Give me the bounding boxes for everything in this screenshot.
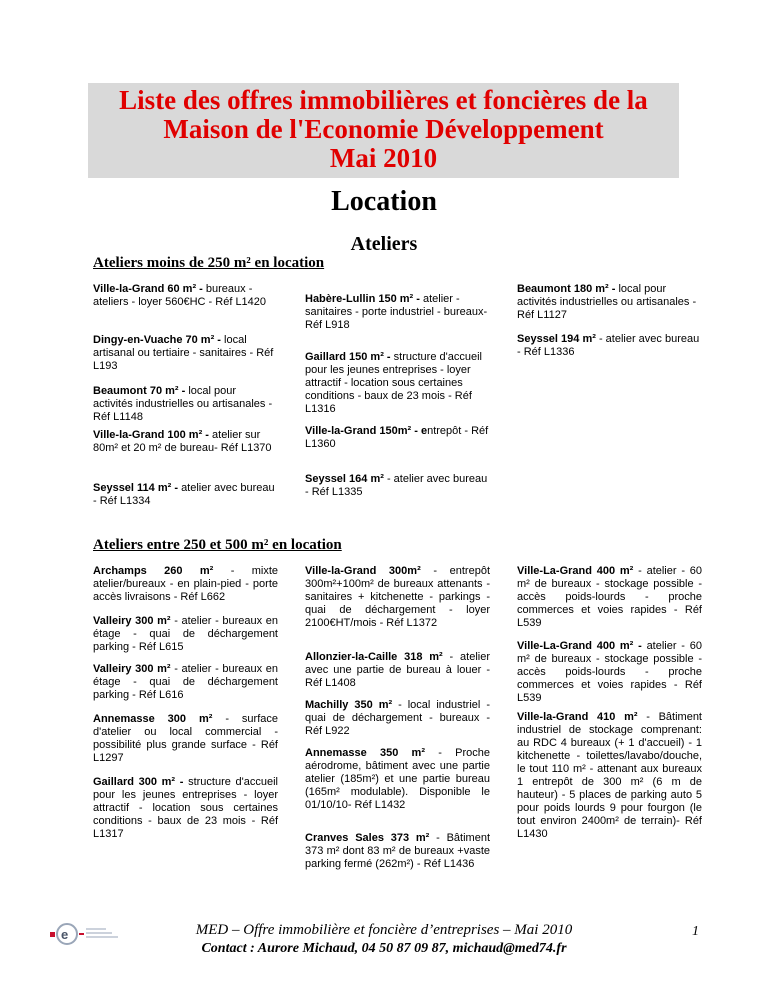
listing-entry: Seyssel 164 m² - atelier avec bureau - Réf L1335	[305, 473, 488, 498]
footer-line-1: MED – Offre immobilière et foncière d’entreprises – Mai 2010	[195, 922, 573, 938]
listing-entry: Beaumont 70 m² - local pour activités industrielles ou artisanales - Réf L1148	[93, 385, 273, 423]
listing-entry: Ville-la-Grand 60 m² - bureaux - ateliers - loyer 560€HC - Réf L1420	[93, 283, 267, 308]
section-title-small: Ateliers moins de 250 m² en location	[93, 255, 325, 271]
listing-entry: Ville-la-Grand 410 m² - Bâtiment industriel de stockage comprenant: au RDC 4 bureaux (+ 1 d'accueil) - 1 kitchenette - toilettes/lavabo/douche, le tout 110 m² - attenant aux bureaux 1 entrepôt de 300 m² (6 m de hauteur) - 5 places de parking auto 5 pour poids lourds 9 pour fourgon (le tout environ 2400m² de terrain)- Réf L1430	[517, 711, 702, 840]
listing-entry: Ville-La-Grand 400 m² - atelier - 60 m² de bureaux - stockage possible - accès poids-lourds - proche commerces et voies rapides - Réf L539	[517, 565, 702, 629]
svg-text:e: e	[61, 927, 69, 942]
page-title	[88, 86, 679, 173]
listing-entry: Gaillard 150 m² - structure d'accueil pour les jeunes entreprises - loyer attractif - location sous certaines conditions - baux de 23 mois - Réf L1316	[305, 351, 482, 415]
listing-entry: Dingy-en-Vuache 70 m² - local artisanal ou tertiaire - sanitaires - Réf L193	[93, 334, 274, 372]
listing-entry: Ville-la-Grand 150m² - entrepôt - Réf L1360	[305, 425, 489, 450]
listing-entry: Ville-La-Grand 400 m² - atelier - 60 m² de bureaux - stockage possible - accès poids-lourds - proche commerces et voies rapides - Réf L539	[517, 640, 702, 704]
heading-ateliers: Ateliers	[350, 233, 418, 255]
listing-entry: Gaillard 300 m² - structure d'accueil pour les jeunes entreprises - loyer attractif - location sous certaines conditions - baux de 23 mois - Réf L1317	[93, 776, 278, 840]
listing-entry: Valleiry 300 m² - atelier - bureaux en étage - quai de déchargement parking - Réf L616	[93, 663, 278, 701]
listing-entry: Habère-Lullin 150 m² - atelier - sanitaires - porte industriel - bureaux- Réf L918	[305, 293, 488, 331]
heading-location: Location	[331, 186, 437, 217]
listing-entry: Ville-la-Grand 300m² - entrepôt 300m²+100m² de bureaux attenants - sanitaires + kitchenette - parkings - quai de déchargement - loyer 2100€HT/mois - Réf L1372	[305, 565, 490, 629]
listing-entry: Machilly 350 m² - local industriel - quai de déchargement - bureaux - Réf L922	[305, 699, 490, 737]
section-title-medium: Ateliers entre 250 et 500 m² en location	[93, 537, 342, 553]
listing-entry: Beaumont 180 m² - local pour activités industrielles ou artisanales - Réf L1127	[517, 283, 697, 321]
listing-entry: Archamps 260 m² - mixte atelier/bureaux - en plain-pied - porte accès livraisons - Réf L662	[93, 565, 278, 603]
footer-contact: Contact : Aurore Michaud, 04 50 87 09 87, michaud@med74.fr	[201, 941, 567, 956]
listing-entry: Valleiry 300 m² - atelier - bureaux en étage - quai de déchargement parking - Réf L615	[93, 615, 278, 653]
title-line-3: Mai 2010	[329, 143, 438, 173]
title-line-2: Maison de l'Economie Développement	[163, 114, 604, 144]
page-number: 1	[692, 924, 699, 939]
title-line-1: Liste des offres immobilières et foncières de la	[119, 85, 648, 115]
listing-entry: Allonzier-la-Caille 318 m² - atelier avec une partie de bureau à louer - Réf L1408	[305, 651, 490, 689]
listing-entry: Annemasse 300 m² - surface d'atelier ou local commercial - possibilité plus grande surface - Réf L1297	[93, 713, 278, 764]
listing-entry: Seyssel 194 m² - atelier avec bureau - Réf L1336	[517, 333, 700, 358]
listing-entry: Cranves Sales 373 m² - Bâtiment 373 m² dont 83 m² de bureaux +vaste parking fermé (262m²) - Réf L1436	[305, 832, 490, 870]
listing-entry: Seyssel 114 m² - atelier avec bureau - Réf L1334	[93, 482, 275, 507]
listing-entry: Ville-la-Grand 100 m² - atelier sur 80m² et 20 m² de bureau- Réf L1370	[93, 429, 272, 454]
listing-entry: Annemasse 350 m² - Proche aérodrome, bâtiment avec une partie atelier (185m²) et une partie bureau (165m² modulable). Disponible le 01/10/10- Réf L1432	[305, 747, 490, 811]
